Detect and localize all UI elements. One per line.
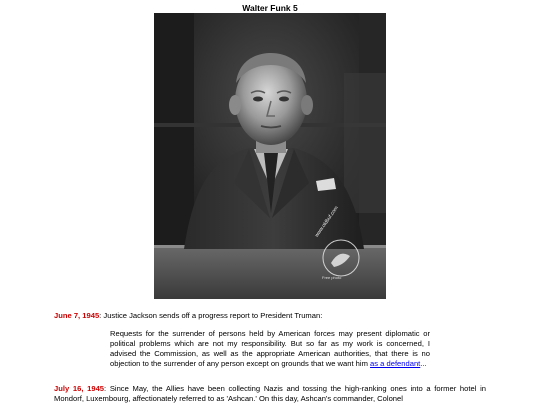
quoted-report: [110, 329, 430, 369]
page-title: Walter Funk 5: [242, 3, 298, 13]
entry-text: : Justice Jackson sends off a progress report to President Truman:: [99, 311, 323, 320]
entry-july-16-1945: [54, 384, 486, 404]
entry-text: : Since May, the Allies have been collecting Nazis and tossing the high-ranking ones into a former hotel in Mondorf, Luxembourg, affectionately referred to as 'Ashcan.' On this day, Ashcan's commander, Colonel: [54, 384, 486, 403]
as-a-defendant-link[interactable]: as a defendant: [370, 359, 421, 368]
photo-watermark: www.oldbuf.com: [314, 205, 340, 239]
entry-june-7-1945: [54, 311, 494, 321]
portrait-photo-graphic: [154, 13, 386, 299]
portrait-photo: [154, 13, 386, 299]
entry-date: July 16, 1945: [54, 384, 105, 393]
quote-ellipsis: ...: [420, 359, 427, 368]
quote-text: Requests for the surrender of persons held by American forces may present diplomatic or political problems which are not my responsibility. But so far as my work is concerned, I advised the Commission, as well as the appropriate American authorities, that there is no objection to the surrender of any person except on grounds that we want him: [110, 329, 430, 368]
entry-date: June 7, 1945: [54, 311, 100, 320]
photo-watermark-small: Free photo: [322, 275, 342, 280]
